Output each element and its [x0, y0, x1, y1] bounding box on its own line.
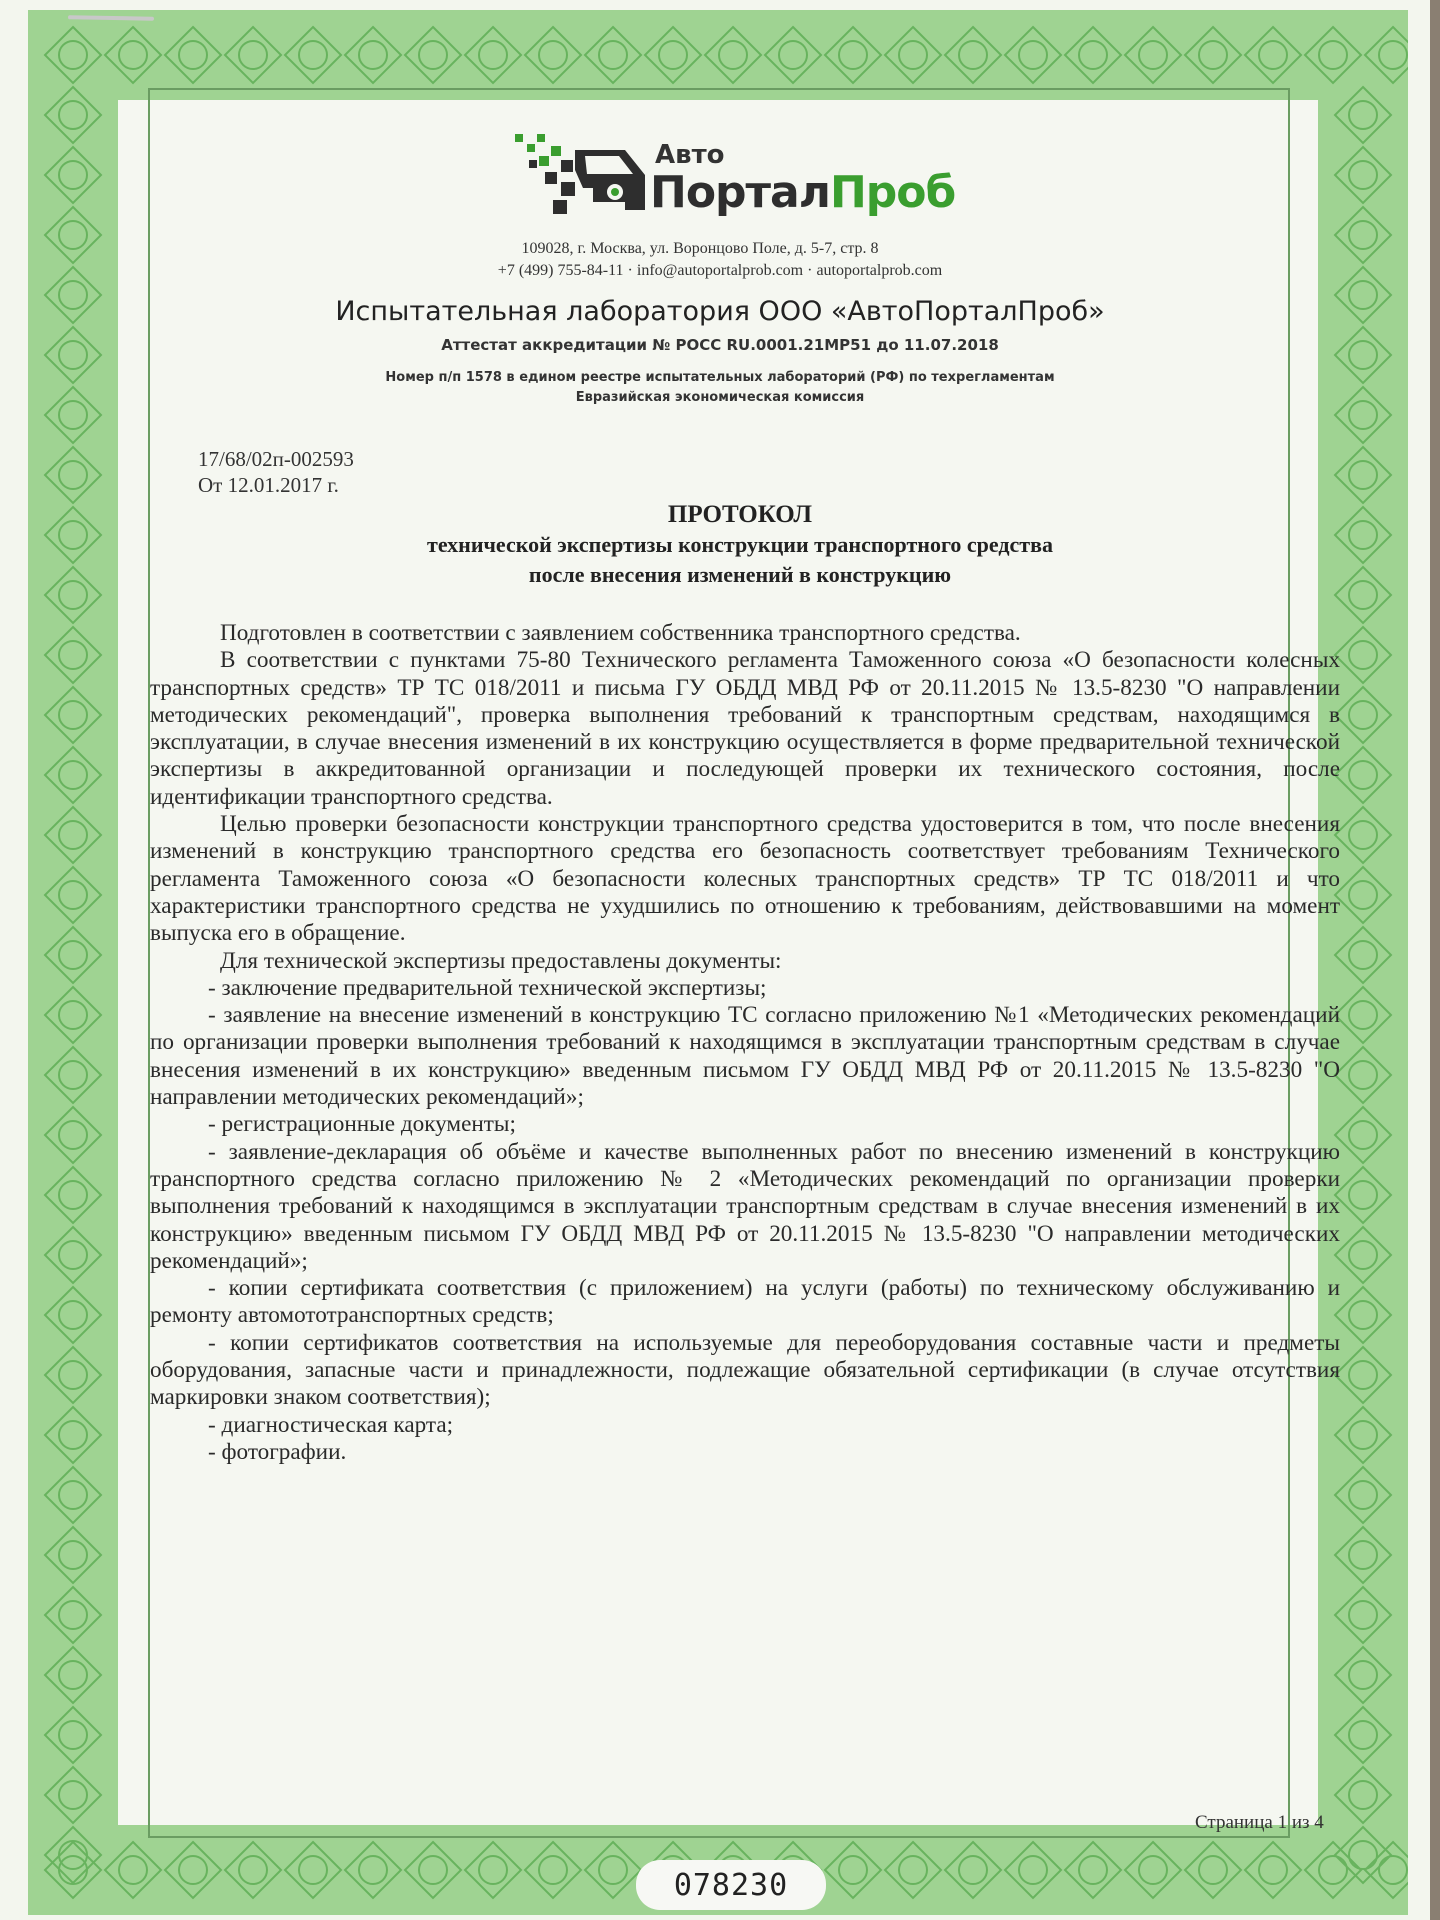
border-ring: [59, 881, 87, 909]
border-ring: [1349, 1001, 1377, 1029]
border-diamond: [1005, 1842, 1061, 1898]
registry-line-1: Номер п/п 1578 в едином реестре испытательных лабораторий (РФ) по техрегламентам: [385, 370, 1055, 385]
serial-number: 078230: [673, 1867, 789, 1903]
border-ring: [119, 41, 147, 69]
border-diamond: [1335, 567, 1391, 623]
border-diamond: [1335, 507, 1391, 563]
border-ring: [1349, 161, 1377, 189]
border-diamond: [1335, 1467, 1391, 1523]
border-ring: [1349, 581, 1377, 609]
border-diamond: [45, 1107, 101, 1163]
border-diamond: [1335, 1707, 1391, 1763]
border-diamond: [45, 927, 101, 983]
border-ring: [1349, 401, 1377, 429]
border-ring: [1349, 221, 1377, 249]
document-number: 17/68/02п-002593: [198, 447, 354, 471]
border-ring: [59, 821, 87, 849]
protocol-body: [150, 620, 1340, 1466]
border-diamond: [165, 1842, 221, 1898]
border-diamond: [585, 1842, 641, 1898]
border-diamond: [1335, 1827, 1391, 1883]
logo-text-portal: Портал: [650, 167, 830, 218]
border-diamond: [105, 1842, 161, 1898]
border-diamond: [45, 1407, 101, 1463]
border-diamond: [45, 1467, 101, 1523]
border-diamond: [45, 1527, 101, 1583]
border-diamond: [45, 747, 101, 803]
border-ring: [59, 221, 87, 249]
border-diamond: [1335, 1527, 1391, 1583]
border-ring: [59, 281, 87, 309]
list-item: - заявление на внесение изменений в конструкцию ТС согласно приложению №1 «Методических рекомендаций по организации проверки выполнения требований к находящимся в эксплуатации транспортным средствам в случае внесения изменений в их конструкцию» введенным письмом ГУ ОБДД МВД РФ от 20.11.2015 № 13.5-8230 "О направлении методических рекомендаций»;: [150, 1002, 1340, 1111]
border-diamond: [405, 1842, 461, 1898]
border-diamond: [1335, 807, 1391, 863]
border-ring: [59, 1001, 87, 1029]
protocol-heading: ПРОТОКОЛ: [667, 501, 813, 528]
border-diamond: [1125, 1842, 1181, 1898]
border-ring: [1259, 41, 1287, 69]
border-ring: [1349, 1781, 1377, 1809]
border-diamond: [45, 1347, 101, 1403]
border-diamond: [1335, 627, 1391, 683]
border-ring: [1199, 41, 1227, 69]
border-diamond: [45, 1167, 101, 1223]
list-item: - копии сертификата соответствия (с приложением) на услуги (работы) по техническому обслуживанию и ремонту автомототранспортных средств;: [150, 1275, 1340, 1329]
border-diamond: [1305, 1842, 1361, 1898]
border-diamond: [1335, 987, 1391, 1043]
border-ring: [59, 641, 87, 669]
border-diamond: [1335, 207, 1391, 263]
border-diamond: [705, 27, 761, 83]
border-ring: [179, 1856, 207, 1884]
company-address: 109028, г. Москва, ул. Воронцово Поле, д. 5-7, стр. 8: [521, 240, 879, 257]
border-ring: [299, 41, 327, 69]
border-diamond: [225, 27, 281, 83]
border-diamond: [285, 1842, 341, 1898]
border-ring: [1349, 101, 1377, 129]
border-ring: [1349, 881, 1377, 909]
border-diamond: [525, 27, 581, 83]
border-ring: [479, 41, 507, 69]
registry-info: [320, 368, 1120, 408]
border-ring: [539, 41, 567, 69]
border-ring: [1139, 1856, 1167, 1884]
border-diamond: [1335, 447, 1391, 503]
border-ring: [59, 461, 87, 489]
border-ring: [1349, 1481, 1377, 1509]
border-diamond: [885, 1842, 941, 1898]
border-diamond: [1245, 1842, 1301, 1898]
border-diamond: [45, 507, 101, 563]
border-diamond: [45, 1707, 101, 1763]
border-ring: [1349, 641, 1377, 669]
border-diamond: [1335, 267, 1391, 323]
border-diamond: [945, 27, 1001, 83]
border-ring: [59, 1541, 87, 1569]
border-ring: [59, 701, 87, 729]
border-ring: [1259, 1856, 1287, 1884]
border-ring: [839, 1856, 867, 1884]
border-ring: [899, 1856, 927, 1884]
border-ring: [599, 41, 627, 69]
border-ring: [419, 1856, 447, 1884]
page-counter: Страница 1 из 4: [1195, 1812, 1324, 1833]
border-ring: [1349, 1541, 1377, 1569]
border-diamond: [45, 267, 101, 323]
border-diamond: [45, 567, 101, 623]
paragraph-documents-intro: Для технической экспертизы предоставлены документы:: [220, 947, 782, 974]
border-ring: [59, 1781, 87, 1809]
border-diamond: [1335, 927, 1391, 983]
serial-number-box: [636, 1860, 826, 1910]
border-diamond: [525, 1842, 581, 1898]
border-ring: [59, 41, 87, 69]
border-ring: [779, 41, 807, 69]
border-diamond: [885, 27, 941, 83]
border-diamond: [345, 1842, 401, 1898]
border-diamond: [1335, 1647, 1391, 1703]
list-item: - фотографии.: [208, 1438, 347, 1465]
list-item: - регистрационные документы;: [208, 1111, 516, 1138]
border-ring: [59, 1661, 87, 1689]
border-ring: [59, 1421, 87, 1449]
border-ring: [659, 41, 687, 69]
border-diamond: [825, 1842, 881, 1898]
border-diamond: [1335, 87, 1391, 143]
border-ring: [239, 41, 267, 69]
border-diamond: [765, 27, 821, 83]
border-ring: [59, 341, 87, 369]
border-diamond: [45, 807, 101, 863]
border-ring: [179, 41, 207, 69]
border-ring: [1349, 1181, 1377, 1209]
border-diamond: [45, 1587, 101, 1643]
border-ring: [59, 1361, 87, 1389]
border-ring: [539, 1856, 567, 1884]
border-ring: [1349, 1661, 1377, 1689]
border-diamond: [285, 27, 341, 83]
border-diamond: [1335, 1407, 1391, 1463]
border-ring: [719, 41, 747, 69]
border-ring: [59, 941, 87, 969]
border-ring: [1019, 1856, 1047, 1884]
paragraph-purpose: Целью проверки безопасности конструкции транспортного средства удостоверится в том, что после внесения изменений в конструкцию транспортного средства его безопасность соответствует требованиям Технического регламента Таможенного союза «О безопасности колесных транспортных средств» ТР ТС 018/2011 и что характеристики транспортного средства не ухудшились по отношению к требованиям, действовавшими на момент выпуска его в обращение.: [150, 811, 1340, 947]
lab-title: Испытательная лаборатория ООО «АвтоПорталПроб»: [335, 296, 1105, 327]
border-diamond: [225, 1842, 281, 1898]
list-item: - заявление-декларация об объёме и качестве выполненных работ по внесению изменений в конструкцию транспортного средства согласно приложению № 2 «Методических рекомендаций по организации проверки выполнения требований к находящимся в эксплуатации транспортным средствам в случае внесения изменений в их конструкцию» введенным письмом ГУ ОБДД МВД РФ от 20.11.2015 № 13.5-8230 "О направлении методических рекомендаций»;: [150, 1138, 1340, 1274]
border-diamond: [1335, 867, 1391, 923]
border-diamond: [45, 1287, 101, 1343]
border-diamond: [1365, 27, 1408, 83]
border-ring: [1349, 821, 1377, 849]
border-diamond: [1335, 1167, 1391, 1223]
border-diamond: [1335, 327, 1391, 383]
border-ring: [959, 1856, 987, 1884]
border-diamond: [345, 27, 401, 83]
border-diamond: [1005, 27, 1061, 83]
border-ring: [1349, 461, 1377, 489]
border-ring: [59, 1121, 87, 1149]
border-ring: [1349, 1241, 1377, 1269]
border-diamond: [1335, 1107, 1391, 1163]
border-diamond: [45, 627, 101, 683]
border-diamond: [45, 27, 101, 83]
border-ring: [1349, 1841, 1377, 1869]
border-diamond: [45, 207, 101, 263]
border-ring: [59, 581, 87, 609]
border-diamond: [45, 987, 101, 1043]
border-diamond: [405, 27, 461, 83]
border-ring: [1349, 341, 1377, 369]
protocol-title: [280, 500, 1200, 590]
border-diamond: [945, 1842, 1001, 1898]
border-ring: [59, 1061, 87, 1089]
border-diamond: [1335, 1287, 1391, 1343]
protocol-subheading-2: после внесения изменений в конструкцию: [528, 562, 952, 587]
border-diamond: [1335, 147, 1391, 203]
border-diamond: [1125, 27, 1181, 83]
paragraph-prepared: Подготовлен в соответствии с заявлением собственника транспортного средства.: [220, 620, 1021, 646]
border-diamond: [1245, 27, 1301, 83]
border-ring: [119, 1856, 147, 1884]
border-ring: [59, 161, 87, 189]
border-ring: [1199, 1856, 1227, 1884]
border-diamond: [1065, 27, 1121, 83]
border-ring: [1319, 41, 1347, 69]
registry-line-2: Евразийская экономическая комиссия: [575, 390, 865, 405]
border-diamond: [1335, 747, 1391, 803]
border-ring: [59, 761, 87, 789]
border-ring: [1319, 1856, 1347, 1884]
list-item: - заключение предварительной технической экспертизы;: [208, 974, 767, 1001]
border-ring: [1079, 41, 1107, 69]
border-diamond: [1185, 1842, 1241, 1898]
border-ring: [1349, 1301, 1377, 1329]
border-diamond: [1185, 27, 1241, 83]
border-ring: [479, 1856, 507, 1884]
border-diamond: [1335, 1767, 1391, 1823]
accreditation-line: Аттестат аккредитации № РОСС RU.0001.21МР51 до 11.07.2018: [441, 336, 999, 354]
border-ring: [239, 1856, 267, 1884]
border-ring: [59, 401, 87, 429]
border-ring: [359, 1856, 387, 1884]
border-diamond: [1335, 1047, 1391, 1103]
border-ring: [839, 41, 867, 69]
border-diamond: [1335, 687, 1391, 743]
border-ring: [59, 1481, 87, 1509]
border-ring: [59, 1181, 87, 1209]
border-ring: [359, 41, 387, 69]
list-item: - копии сертификатов соответствия на используемые для переоборудования составные части и предметы оборудования, запасные части и принадлежности, подлежащие обязательной сертификации (в случае отсутствия маркировки знаком соответствия);: [150, 1329, 1340, 1411]
logo-text-auto: Авто: [655, 140, 725, 170]
border-ring: [419, 41, 447, 69]
border-ring: [59, 1241, 87, 1269]
border-ring: [1349, 521, 1377, 549]
border-ring: [59, 1601, 87, 1629]
border-ring: [1349, 1361, 1377, 1389]
border-diamond: [45, 1647, 101, 1703]
border-ring: [1019, 41, 1047, 69]
border-ring: [59, 521, 87, 549]
logo-text-prob: Проб: [829, 167, 956, 218]
border-ring: [1349, 1061, 1377, 1089]
border-diamond: [45, 1227, 101, 1283]
border-ring: [1349, 701, 1377, 729]
border-diamond: [1335, 387, 1391, 443]
border-diamond: [45, 87, 101, 143]
border-diamond: [465, 27, 521, 83]
border-ring: [1349, 1601, 1377, 1629]
border-diamond: [45, 147, 101, 203]
border-diamond: [45, 687, 101, 743]
border-ring: [1079, 1856, 1107, 1884]
border-diamond: [645, 27, 701, 83]
logo-text-portalprob: [650, 167, 955, 218]
border-ring: [1379, 41, 1407, 69]
border-ring: [1349, 281, 1377, 309]
border-ring: [1379, 1856, 1407, 1884]
border-diamond: [45, 447, 101, 503]
border-diamond: [1335, 1227, 1391, 1283]
border-diamond: [585, 27, 641, 83]
border-diamond: [45, 1767, 101, 1823]
border-ring: [1349, 761, 1377, 789]
border-diamond: [1065, 1842, 1121, 1898]
border-ring: [59, 1721, 87, 1749]
border-ring: [959, 41, 987, 69]
paragraph-regulation: В соответствии с пунктами 75-80 Технического регламента Таможенного союза «О безопасности колесных транспортных средств» ТР ТС 018/2011 и письма ГУ ОБДД МВД РФ от 20.11.2015 № 13.5-8230 "О направлении методических рекомендаций", проверка выполнения требований к транспортным средствам, находящимся в эксплуатации, в случае внесения изменений в их конструкцию осуществляется в форме предварительной технической экспертизы в аккредитованной организации и последующей проверки их технического состояния, после идентификации транспортного средства.: [150, 647, 1340, 810]
border-ring: [59, 1301, 87, 1329]
border-diamond: [45, 327, 101, 383]
border-diamond: [1335, 1587, 1391, 1643]
document-date: От 12.01.2017 г.: [198, 473, 339, 497]
border-ring: [1139, 41, 1167, 69]
border-diamond: [825, 27, 881, 83]
border-ring: [599, 1856, 627, 1884]
border-diamond: [105, 27, 161, 83]
document-reference: [198, 446, 354, 498]
border-diamond: [45, 1047, 101, 1103]
border-ring: [59, 101, 87, 129]
border-ring: [1349, 941, 1377, 969]
border-ring: [899, 41, 927, 69]
border-ring: [1349, 1721, 1377, 1749]
border-diamond: [165, 27, 221, 83]
protocol-subheading-1: технической экспертизы конструкции транспортного средства: [427, 532, 1053, 557]
border-diamond: [45, 867, 101, 923]
border-ring: [1349, 1421, 1377, 1449]
border-ring: [299, 1856, 327, 1884]
border-diamond: [1335, 1347, 1391, 1403]
list-item: - диагностическая карта;: [208, 1411, 454, 1438]
border-diamond: [45, 387, 101, 443]
company-contacts: +7 (499) 755-84-11 · info@autoportalprob.com · autoportalprob.com: [497, 262, 943, 279]
border-diamond: [1305, 27, 1361, 83]
border-diamond: [465, 1842, 521, 1898]
border-ring: [1349, 1121, 1377, 1149]
